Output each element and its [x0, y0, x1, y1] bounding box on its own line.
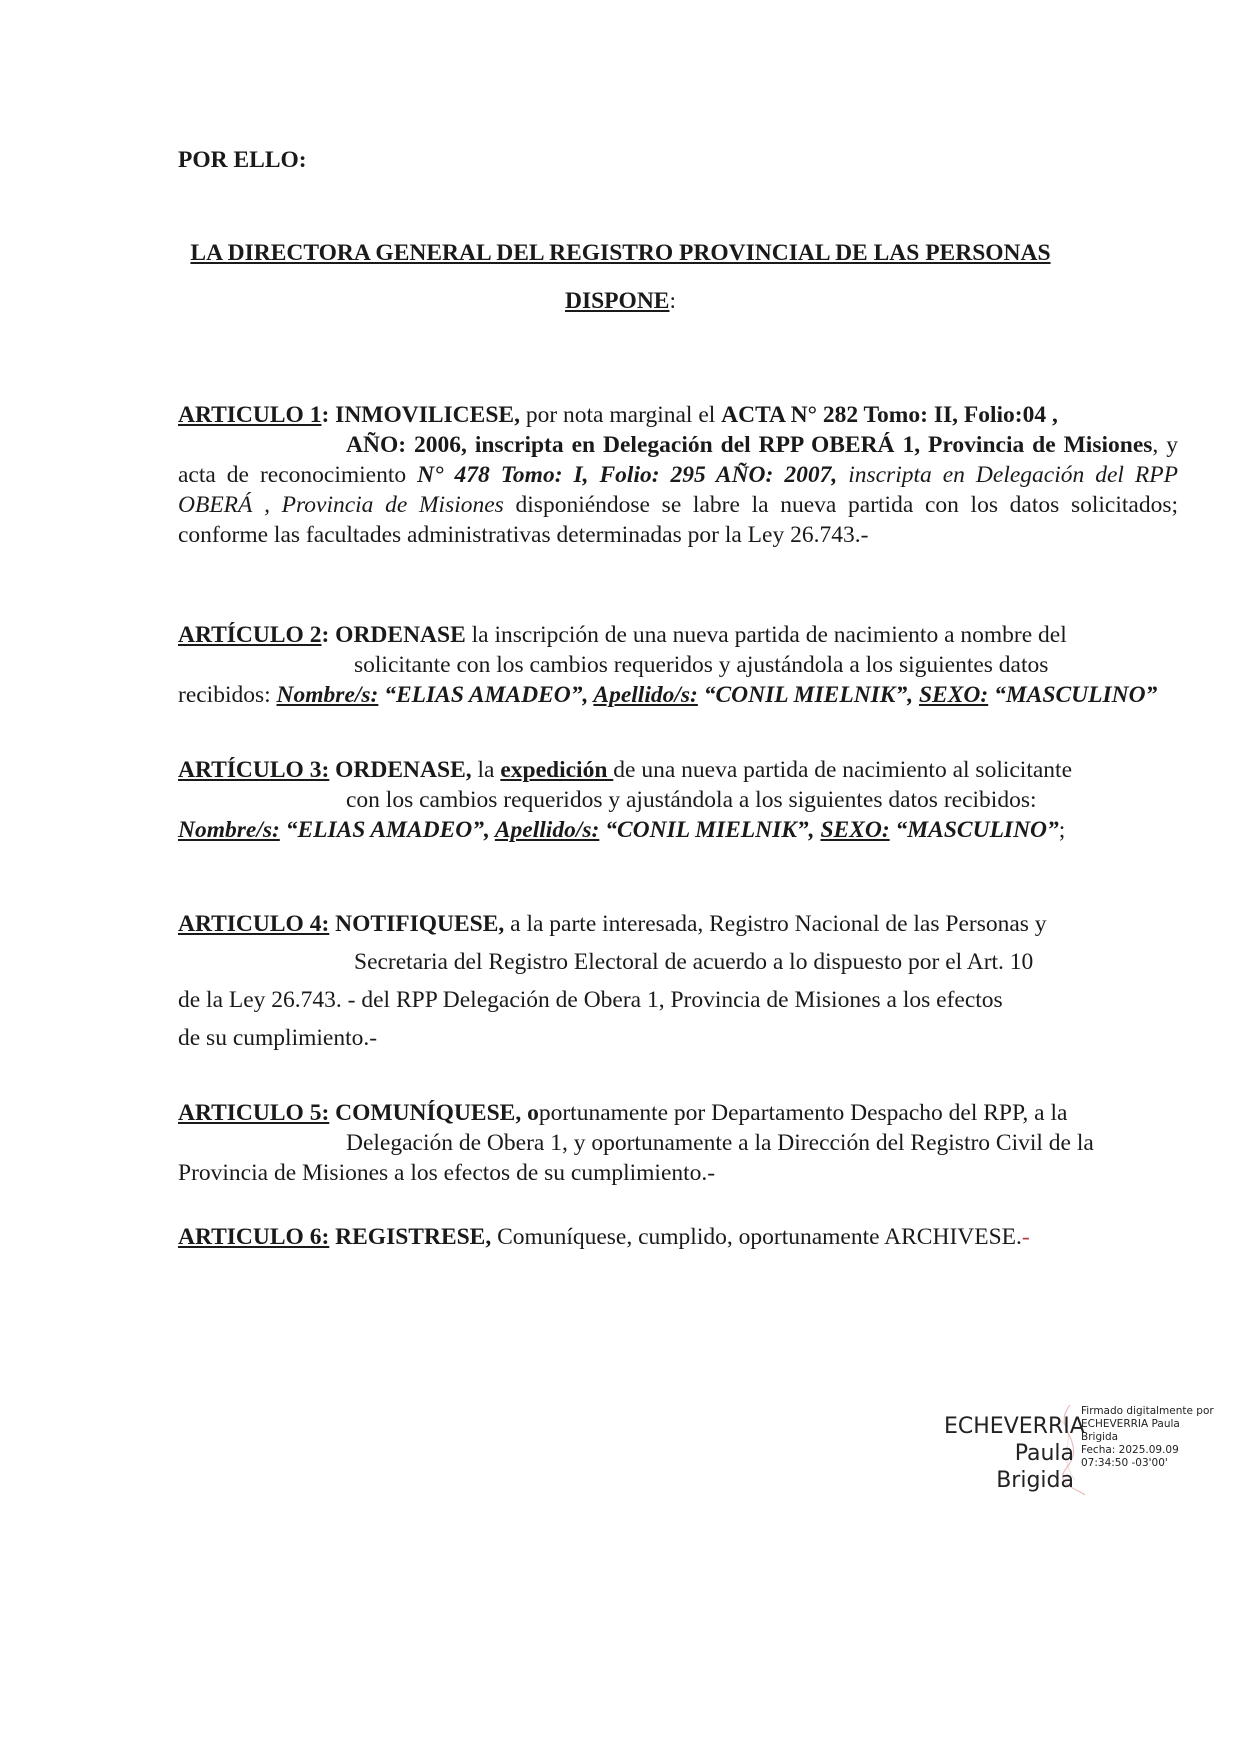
article-1: ARTICULO 1: INMOVILICESE, por nota marginal el ACTA N° 282 Tomo: II, Folio:04 , AÑO: 2006, inscripta en Delegación del RPP OBERÁ 1, Provincia de Misiones, y acta de reconocimiento N° 478 Tomo: I, Folio: 295 AÑO: 2007, inscripta en Delegación del RPP OBERÁ , Provincia de Misiones disponiéndose se labre la nueva partida con los datos solicitados; conforme las facultades administrativas determinadas por la Ley 26.743.- — [178, 402, 1179, 548]
heading-line1: LA DIRECTORA GENERAL DEL REGISTRO PROVINCIAL DE LAS PERSONAS — [190, 240, 1051, 266]
article-4-label: ARTICULO 4: — [178, 911, 330, 937]
article-5-label: ARTICULO 5: — [178, 1100, 330, 1126]
article-4: ARTICULO 4: NOTIFIQUESE, a la parte interesada, Registro Nacional de las Personas y Secretaria del Registro Electoral de acuerdo a lo dispuesto por el Art. 10 de la Ley 26.743. - del RPP Delegación de Obera 1, Provincia de Misiones a los efectos de su cumplimiento.- — [178, 911, 1047, 1051]
intro-label: POR ELLO: — [178, 147, 307, 173]
article-6: ARTICULO 6: REGISTRESE, Comuníquese, cumplido, oportunamente ARCHIVESE.- — [178, 1224, 1030, 1250]
article-5: ARTICULO 5: COMUNÍQUESE, oportunamente por Departamento Despacho del RPP, a la Delegación de Obera 1, y oportunamente a la Dirección del Registro Civil de la Provincia de Misiones a los efectos de su cumplimiento.- — [178, 1100, 1094, 1186]
heading-line2: DISPONE: — [565, 288, 676, 314]
intro-text — [178, 145, 1178, 175]
article-2: ARTÍCULO 2: ORDENASE la inscripción de una nueva partida de nacimiento a nombre del solicitante con los cambios requeridos y ajustándola a los siguientes datos recibidos: Nombre/s: “ELIAS AMADEO”, Apellido/s: “CONIL MIELNIK”, SEXO: “MASCULINO” — [178, 622, 1158, 708]
article-3: ARTÍCULO 3: ORDENASE, la expedición de una nueva partida de nacimiento al solicitante con los cambios requeridos y ajustándola a los siguientes datos recibidos: Nombre/s: “ELIAS AMADEO”, Apellido/s: “CONIL MIELNIK”, SEXO: “MASCULINO”; — [178, 757, 1073, 843]
article-6-label: ARTICULO 6: — [178, 1224, 330, 1250]
article-1-label: ARTICULO 1 — [178, 402, 322, 428]
article-3-label: ARTÍCULO 3: — [178, 757, 330, 783]
signature-details: Firmado digitalmente por ECHEVERRIA Paula Brigida Fecha: 2025.09.09 07:34:50 -03'00' — [1081, 1405, 1214, 1469]
signature-name: ECHEVERRIA Paula Brigida — [944, 1414, 1085, 1493]
article-2-label: ARTÍCULO 2 — [178, 622, 322, 648]
